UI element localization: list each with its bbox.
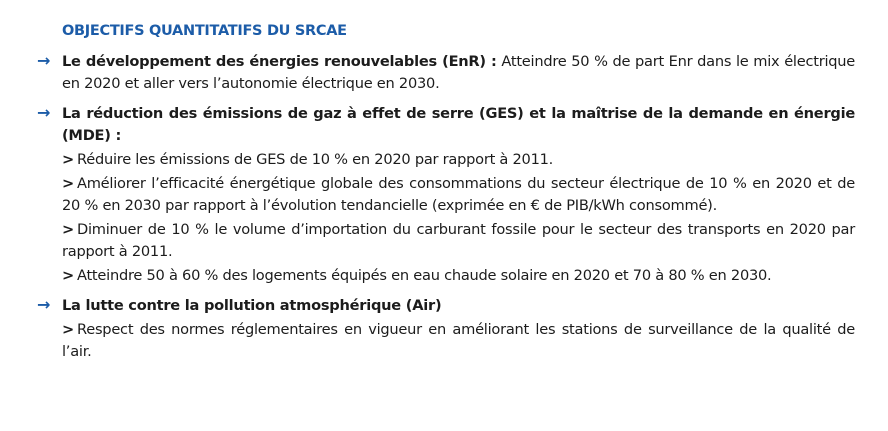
objective-body: Atteindre 50 % de part Enr dans le mix électrique en 2020 et aller vers l’autonomie électrique en 2030. [62,53,855,92]
sub-objective-text: Respect des normes réglementaires en vigueur en améliorant les stations de surveillance de la qualité de l’air. [62,321,855,360]
sub-objective [62,265,855,287]
objective-enr [37,51,855,95]
sub-bullet-marker: > [62,321,74,338]
objective-label: La réduction des émissions de gaz à effet de serre (GES) et la maîtrise de la demande en énergie (MDE) : [62,105,855,144]
sub-objective-text: Améliorer l’efficacité énergétique globale des consommations du secteur électrique de 10 % en 2020 et de 20 % en 2030 par rapport à l’évolution tendancielle (exprimée en € de PIB/kWh consommé). [62,175,855,214]
sub-objective [62,173,855,217]
sub-bullet-marker: > [62,151,74,168]
objective-ges-mde-text [62,103,855,147]
objective-air-text [62,295,855,317]
objective-ges-mde [37,103,855,287]
arrow-right-icon: → [37,51,51,70]
sub-bullet-marker: > [62,175,74,192]
arrow-right-icon: → [37,295,51,314]
sub-objective [62,149,855,171]
sub-objective [62,319,855,363]
sub-bullet-marker: > [62,221,74,238]
sub-objective-text: Réduire les émissions de GES de 10 % en 2020 par rapport à 2011. [76,151,554,168]
objective-enr-text [62,51,855,95]
sub-objective-text: Atteindre 50 à 60 % des logements équipés en eau chaude solaire en 2020 et 70 à 80 % en 2030. [76,267,772,284]
sub-bullet-marker: > [62,267,74,284]
objective-air [37,295,855,363]
objective-label: Le développement des énergies renouvelables (EnR) : [62,53,497,70]
section-heading: OBJECTIFS QUANTITATIFS DU SRCAE [62,23,347,39]
arrow-right-icon: → [37,103,51,122]
objective-label: La lutte contre la pollution atmosphérique (Air) [62,297,442,314]
sub-objective [62,219,855,263]
sub-objective-text: Diminuer de 10 % le volume d’importation du carburant fossile pour le secteur des transports en 2020 par rapport à 2011. [62,221,855,260]
